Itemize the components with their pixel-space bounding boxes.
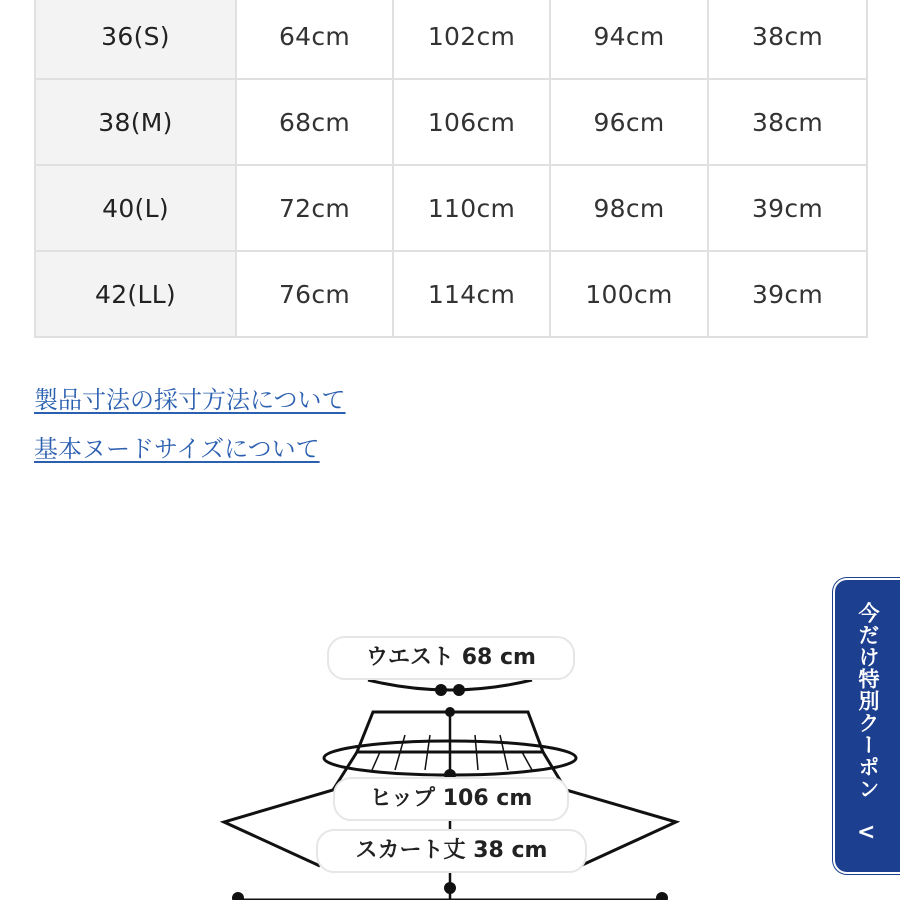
hip-cell: 110cm	[393, 165, 550, 251]
coupon-tab-label: 今だけ特別クーポン	[856, 602, 880, 800]
hip-cell: 102cm	[393, 0, 550, 79]
hip-measurement-label: ヒップ 106 cm	[333, 777, 569, 821]
nude-size-link[interactable]: 基本ヌードサイズについて	[34, 435, 320, 463]
waist-cell: 72cm	[236, 165, 393, 251]
size-cell: 40(L)	[35, 165, 236, 251]
measurement-method-link[interactable]: 製品寸法の採寸方法について	[34, 386, 346, 414]
hem-cell: 94cm	[550, 0, 708, 79]
hip-cell: 114cm	[393, 251, 550, 337]
waist-cell: 64cm	[236, 0, 393, 79]
table-row	[35, 251, 867, 337]
hem-cell: 96cm	[550, 79, 708, 165]
hem-cell: 98cm	[550, 165, 708, 251]
chevron-left-icon: <	[857, 820, 876, 845]
waist-cell: 68cm	[236, 79, 393, 165]
hip-cell: 106cm	[393, 79, 550, 165]
coupon-tab-button[interactable]	[833, 578, 900, 874]
table-row	[35, 165, 867, 251]
length-cell: 38cm	[708, 79, 867, 165]
length-cell: 39cm	[708, 251, 867, 337]
size-cell: 38(M)	[35, 79, 236, 165]
waist-measurement-label: ウエスト 68 cm	[327, 636, 575, 680]
hem-cell: 100cm	[550, 251, 708, 337]
size-cell: 42(LL)	[35, 251, 236, 337]
table-row	[35, 79, 867, 165]
length-cell: 38cm	[708, 0, 867, 79]
size-cell: 36(S)	[35, 0, 236, 79]
length-cell: 39cm	[708, 165, 867, 251]
waist-cell: 76cm	[236, 251, 393, 337]
table-row	[35, 0, 867, 79]
size-table	[34, 0, 868, 338]
skirt-length-label: スカート丈 38 cm	[316, 829, 587, 873]
